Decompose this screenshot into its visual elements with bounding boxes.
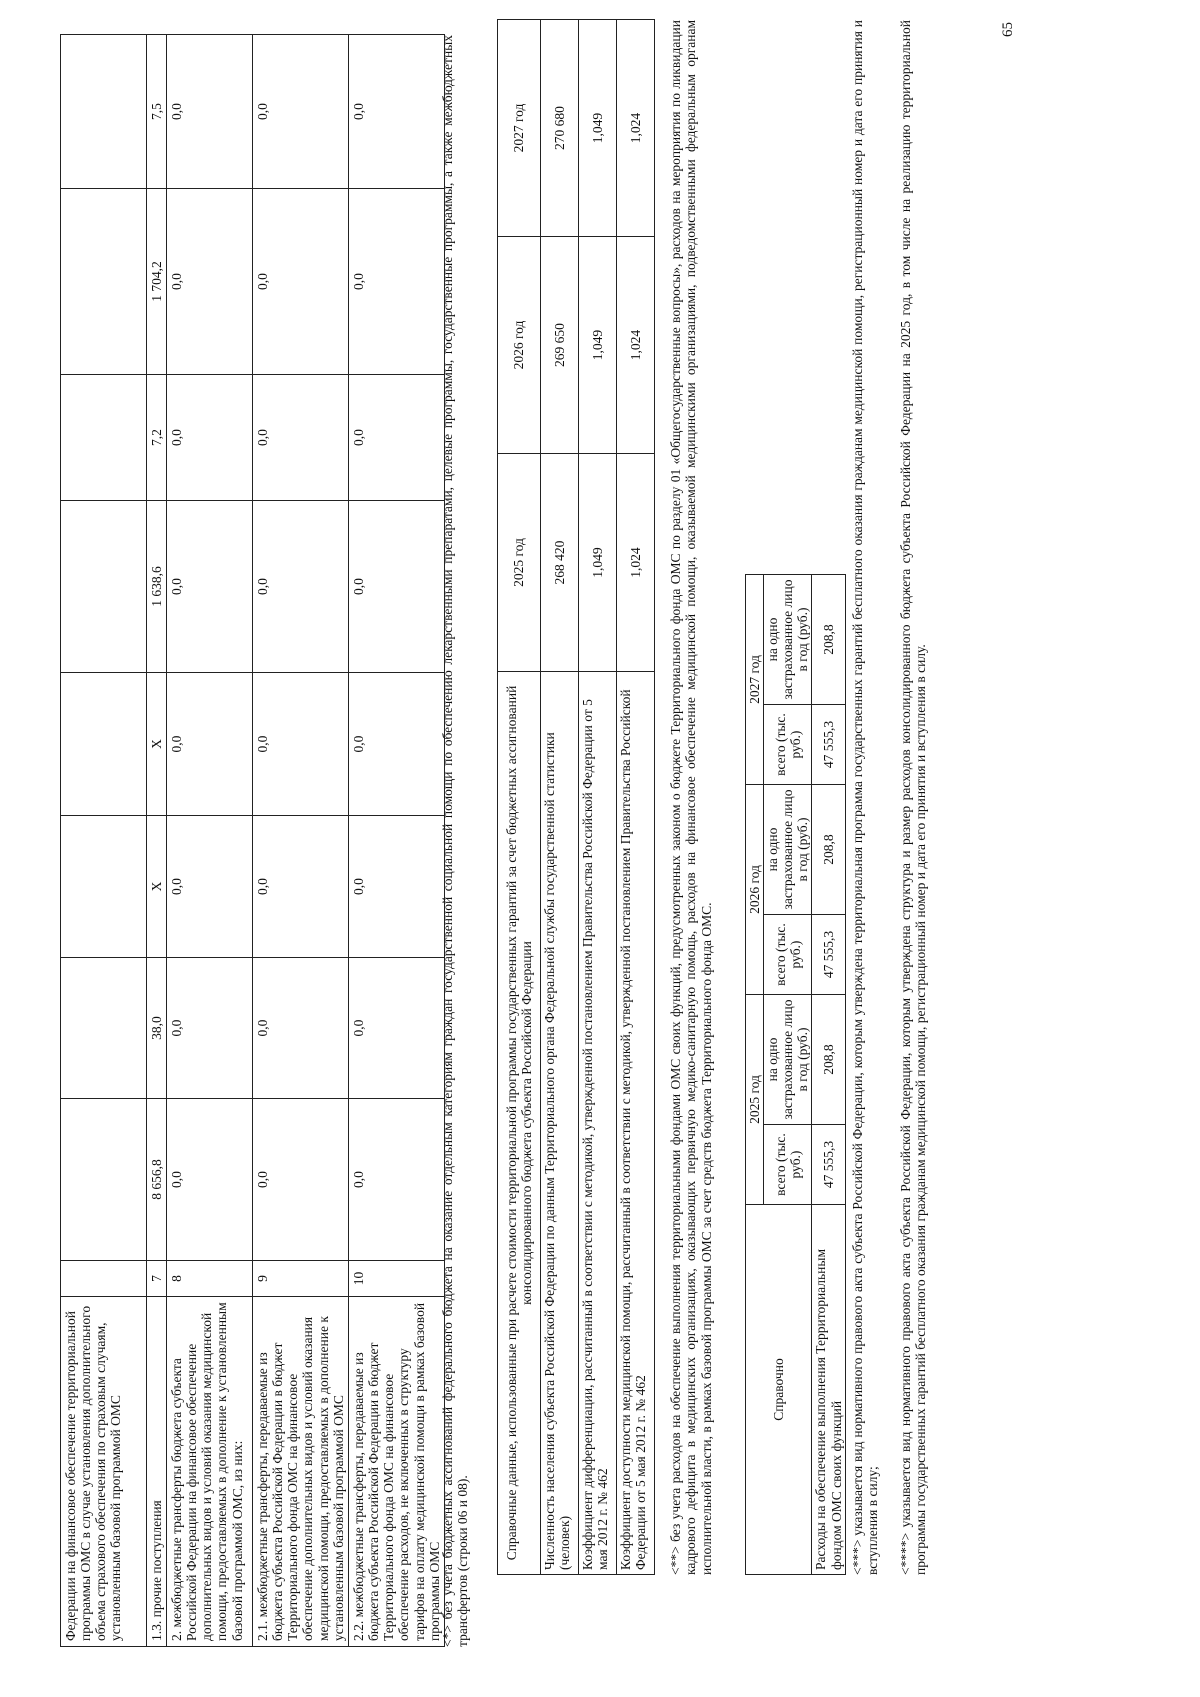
value-cell: 208,8 <box>812 575 845 705</box>
header-cell: 2026 год <box>498 237 541 454</box>
row-label: Коэффициент дифференциации, рассчитанный в соответствии с методикой, утвержденной постановлением Правительства Российской Федерации от 5 мая 2012 г. № 462 <box>579 672 617 1575</box>
reference-data-table <box>497 19 655 1575</box>
value-cell: 0,0 <box>167 35 253 189</box>
row-name: 2.2. межбюджетные трансферты, передаваемые из бюджета субъекта Российской Федерации в бюджет Территориального фонда ОМС на финансовое обеспечение расходов, не включенных в структуру тарифов на оплату медицинской помощи в рамках базовой программы ОМС <box>349 1297 445 1647</box>
value-cell: 0,0 <box>349 816 445 958</box>
row-name: 1.3. прочие поступления <box>147 1297 167 1647</box>
value-cell <box>61 816 147 958</box>
value-cell: 0,0 <box>349 673 445 816</box>
value-cell: 1,024 <box>617 237 655 454</box>
value-cell: 208,8 <box>812 995 845 1125</box>
tfoms-expenses-table <box>745 574 846 1575</box>
row-name: 2. межбюджетные трансферты бюджета субъекта Российской Федерации на финансовое обеспечение дополнительных видов и условий оказания медицинской помощи, предоставляемых в дополнение к установленным базовой программой ОМС, из них: <box>167 1297 253 1647</box>
value-cell: 0,0 <box>253 189 349 375</box>
value-cell: 1,049 <box>579 20 617 237</box>
value-cell: 0,0 <box>253 958 349 1099</box>
value-cell <box>61 1099 147 1261</box>
value-cell: 0,0 <box>167 958 253 1099</box>
value-cell: 0,0 <box>349 501 445 673</box>
value-cell: 0,0 <box>253 816 349 958</box>
subheader-cell: всего (тыс. руб.) <box>764 705 812 785</box>
row-number: 10 <box>349 1261 445 1297</box>
row-name: 2.1. межбюджетные трансферты, передаваемые из бюджета субъекта Российской Федерации в бюджет Территориального фонда ОМС на финансовое обеспечение дополнительных видов и условий оказания медицинской помощи, предоставляемых в дополнение к установленным базовой программой ОМС <box>253 1297 349 1647</box>
header-cell: Справочные данные, использованные при расчете стоимости территориальной программы государственных гарантий за счет бюджетных ассигнований консолидированного бюджета субъекта Российской Федерации <box>498 672 541 1575</box>
value-cell: 0,0 <box>349 189 445 375</box>
value-cell: 0,0 <box>253 501 349 673</box>
row-name: Федерации на финансовое обеспечение территориальной программы ОМС в случае установления дополнительного объема страхового обеспечения по страховым случаям, установленным базовой программой ОМС <box>61 1297 147 1647</box>
value-cell: 0,0 <box>253 375 349 501</box>
value-cell: 0,0 <box>349 958 445 1099</box>
value-cell: X <box>147 673 167 816</box>
value-cell: 0,0 <box>349 375 445 501</box>
value-cell <box>61 375 147 501</box>
value-cell <box>61 189 147 375</box>
year-header: 2026 год <box>746 785 764 995</box>
year-header: 2027 год <box>746 575 764 785</box>
table-row <box>147 35 167 1647</box>
table-header-row <box>498 20 541 1575</box>
footnote-4: <****> указывается вид нормативного правового акта субъекта Российской Федерации, которым утверждена структура и размер расходов консолидированного бюджета субъекта Российской Федерации на 2025 год, в том числе на реализацию территориальной программы государственных гарантий бесплатного оказания гражданам медицинской помощи, регистрационный номер и дата его принятия и вступления в силу. <box>898 20 929 1575</box>
row-label: Коэффициент доступности медицинской помощи, рассчитанный в соответствии с методикой, утвержденной постановлением Правительства Российской Федерации от 5 мая 2012 г. № 462 <box>617 672 655 1575</box>
value-cell <box>61 673 147 816</box>
table-row <box>617 20 655 1575</box>
footnote-2: <**> без учета расходов на обеспечение выполнения территориальными фондами ОМС своих функций, предусмотренных законом о бюджете Территориального фонда ОМС по разделу 01 «Общегосударственные вопросы», расходов на мероприятия по ликвидации кадрового дефицита в медицинских организациях, оказывающих первичную медико-санитарную помощь, расходов на финансовое обеспечение медицинской помощи, оказываемой медицинскими организациями, подведомственными федеральным органам исполнительной власти, в рамках базовой программы ОМС за счет средств бюджета Территориального фонда ОМС. <box>668 20 714 1575</box>
value-cell: 47 555,3 <box>812 705 845 785</box>
value-cell: 7,2 <box>147 375 167 501</box>
value-cell: 1 704,2 <box>147 189 167 375</box>
value-cell: 0,0 <box>167 1099 253 1261</box>
value-cell: 270 680 <box>541 20 579 237</box>
footnote-3: <***> указывается вид нормативного правового акта субъекта Российской Федерации, которым утверждена территориальная программа государственных гарантий бесплатного оказания гражданам медицинской помощи, регистрационный номер и дата его принятия и вступления в силу; <box>850 20 881 1575</box>
row-number: 8 <box>167 1261 253 1297</box>
table-row <box>541 20 579 1575</box>
value-cell: 0,0 <box>167 189 253 375</box>
header-cell: 2025 год <box>498 454 541 672</box>
value-cell: X <box>147 816 167 958</box>
value-cell: 47 555,3 <box>812 915 845 995</box>
table-row <box>253 35 349 1647</box>
year-header: 2025 год <box>746 995 764 1205</box>
value-cell: 7,5 <box>147 35 167 189</box>
value-cell: 0,0 <box>167 375 253 501</box>
subheader-cell: на одно застрахованное лицо в год (руб.) <box>764 785 812 915</box>
subheader-cell: на одно застрахованное лицо в год (руб.) <box>764 575 812 705</box>
footnote-1: <*> без учета бюджетных ассигнований федерального бюджета на оказание отдельным категориям граждан государственной социальной помощи по обеспечению лекарственными препаратами, целевые программы, государственные программы, а также межбюджетных трансфертов (строки 06 и 08). <box>440 35 471 1647</box>
header-cell: Справочно <box>746 1205 812 1575</box>
table-row <box>61 35 147 1647</box>
subheader-cell: всего (тыс. руб.) <box>764 915 812 995</box>
value-cell: 0,0 <box>253 35 349 189</box>
value-cell: 1,049 <box>579 237 617 454</box>
value-cell <box>61 958 147 1099</box>
value-cell: 47 555,3 <box>812 1125 845 1205</box>
value-cell: 0,0 <box>349 35 445 189</box>
row-label: Численность населения субъекта Российской Федерации по данным Территориального органа Федеральной службы государственной статистики (человек) <box>541 672 579 1575</box>
subheader-cell: на одно застрахованное лицо в год (руб.) <box>764 995 812 1125</box>
value-cell: 0,0 <box>349 1099 445 1261</box>
value-cell: 0,0 <box>167 673 253 816</box>
table-row <box>579 20 617 1575</box>
table-row <box>167 35 253 1647</box>
value-cell: 0,0 <box>253 1099 349 1261</box>
table-row <box>349 35 445 1647</box>
value-cell: 208,8 <box>812 785 845 915</box>
header-cell: 2027 год <box>498 20 541 237</box>
subheader-cell: всего (тыс. руб.) <box>764 1125 812 1205</box>
financing-table <box>60 34 445 1647</box>
value-cell: 38,0 <box>147 958 167 1099</box>
row-number <box>61 1261 147 1297</box>
value-cell: 0,0 <box>167 501 253 673</box>
value-cell: 1 638,6 <box>147 501 167 673</box>
row-label: Расходы на обеспечение выполнения Территориальным фондом ОМС своих функций <box>812 1205 845 1575</box>
value-cell <box>61 35 147 189</box>
value-cell: 268 420 <box>541 454 579 672</box>
table-row <box>812 575 845 1575</box>
value-cell <box>61 501 147 673</box>
value-cell: 269 650 <box>541 237 579 454</box>
value-cell: 1,024 <box>617 20 655 237</box>
value-cell: 0,0 <box>253 673 349 816</box>
table-header-row <box>746 575 764 1575</box>
page-number: 65 <box>1000 22 1016 37</box>
value-cell: 1,049 <box>579 454 617 672</box>
row-number: 7 <box>147 1261 167 1297</box>
row-number: 9 <box>253 1261 349 1297</box>
value-cell: 1,024 <box>617 454 655 672</box>
value-cell: 0,0 <box>167 816 253 958</box>
value-cell: 8 656,8 <box>147 1099 167 1261</box>
